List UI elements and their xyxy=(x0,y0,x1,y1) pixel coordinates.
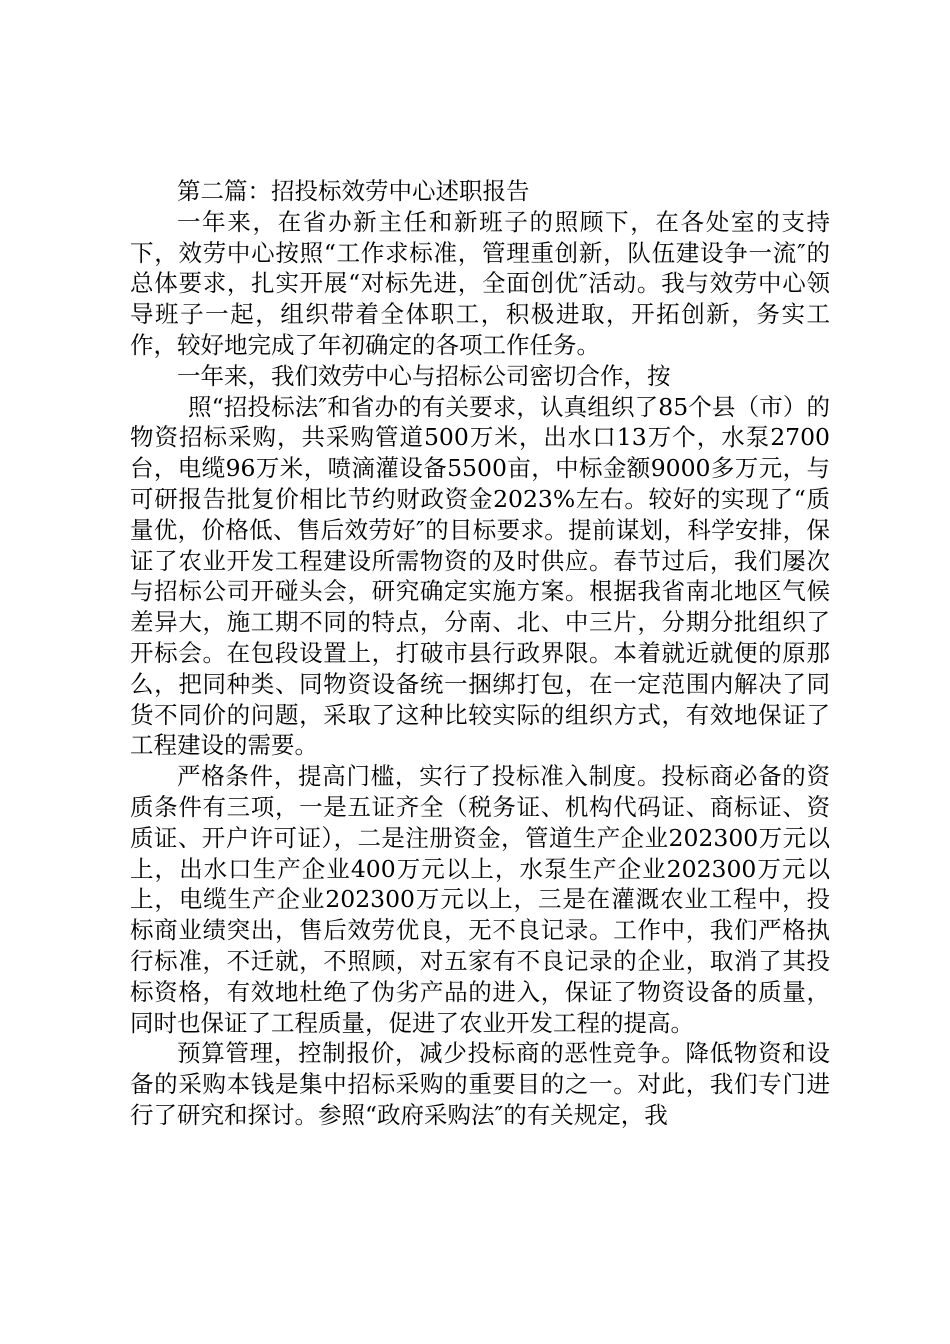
paragraph-5: 预算管理，控制报价，减少投标商的恶性竞争。降低物资和设备的采购本钱是集中招标采购的重要目的之一。对此，我们专门进行了研究和探讨。参照“政府采购法″的有关规定，我 xyxy=(130,1039,830,1129)
paragraph-4: 严格条件，提高门槛，实行了投标准入制度。投标商必备的资质条件有三项，一是五证齐全（税务证、机构代码证、商标证、资质证、开户许可证），二是注册资金，管道生产企业202300万元以上，出水口生产企业400万元以上，水泵生产企业202300万元以上，电缆生产企业202300万元以上，三是在灌溉农业工程中，投标商业绩突出，售后效劳优良，无不良记录。工作中，我们严格执行标准，不迁就，不照顾，对五家有不良记录的企业，取消了其投标资格，有效地杜绝了伪劣产品的进入，保证了物资设备的质量，同时也保证了工程质量，促进了农业开发工程的提高。 xyxy=(130,762,830,1037)
document-title: 第二篇：招投标效劳中心述职报告 xyxy=(177,177,530,205)
paragraph-1: 一年来，在省办新主任和新班子的照顾下，在各处室的支持下，效劳中心按照“工作求标准，管理重创新，队伍建设争一流″的总体要求，扎实开展“对标先进，全面创优″活动。我与效劳中心领导班子一起，组织带着全体职工，积极进取，开拓创新，务实工作，较好地完成了年初确定的各项工作任务。 xyxy=(130,207,830,359)
paragraph-2: 一年来，我们效劳中心与招标公司密切合作，按 xyxy=(177,361,671,390)
document-body xyxy=(130,176,830,1131)
paragraph-3: 照“招投标法″和省办的有关要求，认真组织了85个县（市）的物资招标采购，共采购管道500万米，出水口13万个，水泵2700台，电缆96万米，喷滴灌设备5500亩，中标金额9000多万元，与可研报告批复价相比节约财政资金2023%左右。较好的实现了“质量优，价格低、售后效劳好″的目标要求。提前谋划，科学安排，保证了农业开发工程建设所需物资的及时供应。春节过后，我们屡次与招标公司开碰头会，研究确定实施方案。根据我省南北地区气候差异大，施工期不同的特点，分南、北、中三片，分期分批组织了开标会。在包段设置上，打破市县行政界限。本着就近就便的原那么，把同种类、同物资设备统一捆绑打包，在一定范围内解决了同货不同价的问题，采取了这种比较实际的组织方式，有效地保证了工程建设的需要。 xyxy=(130,392,830,760)
